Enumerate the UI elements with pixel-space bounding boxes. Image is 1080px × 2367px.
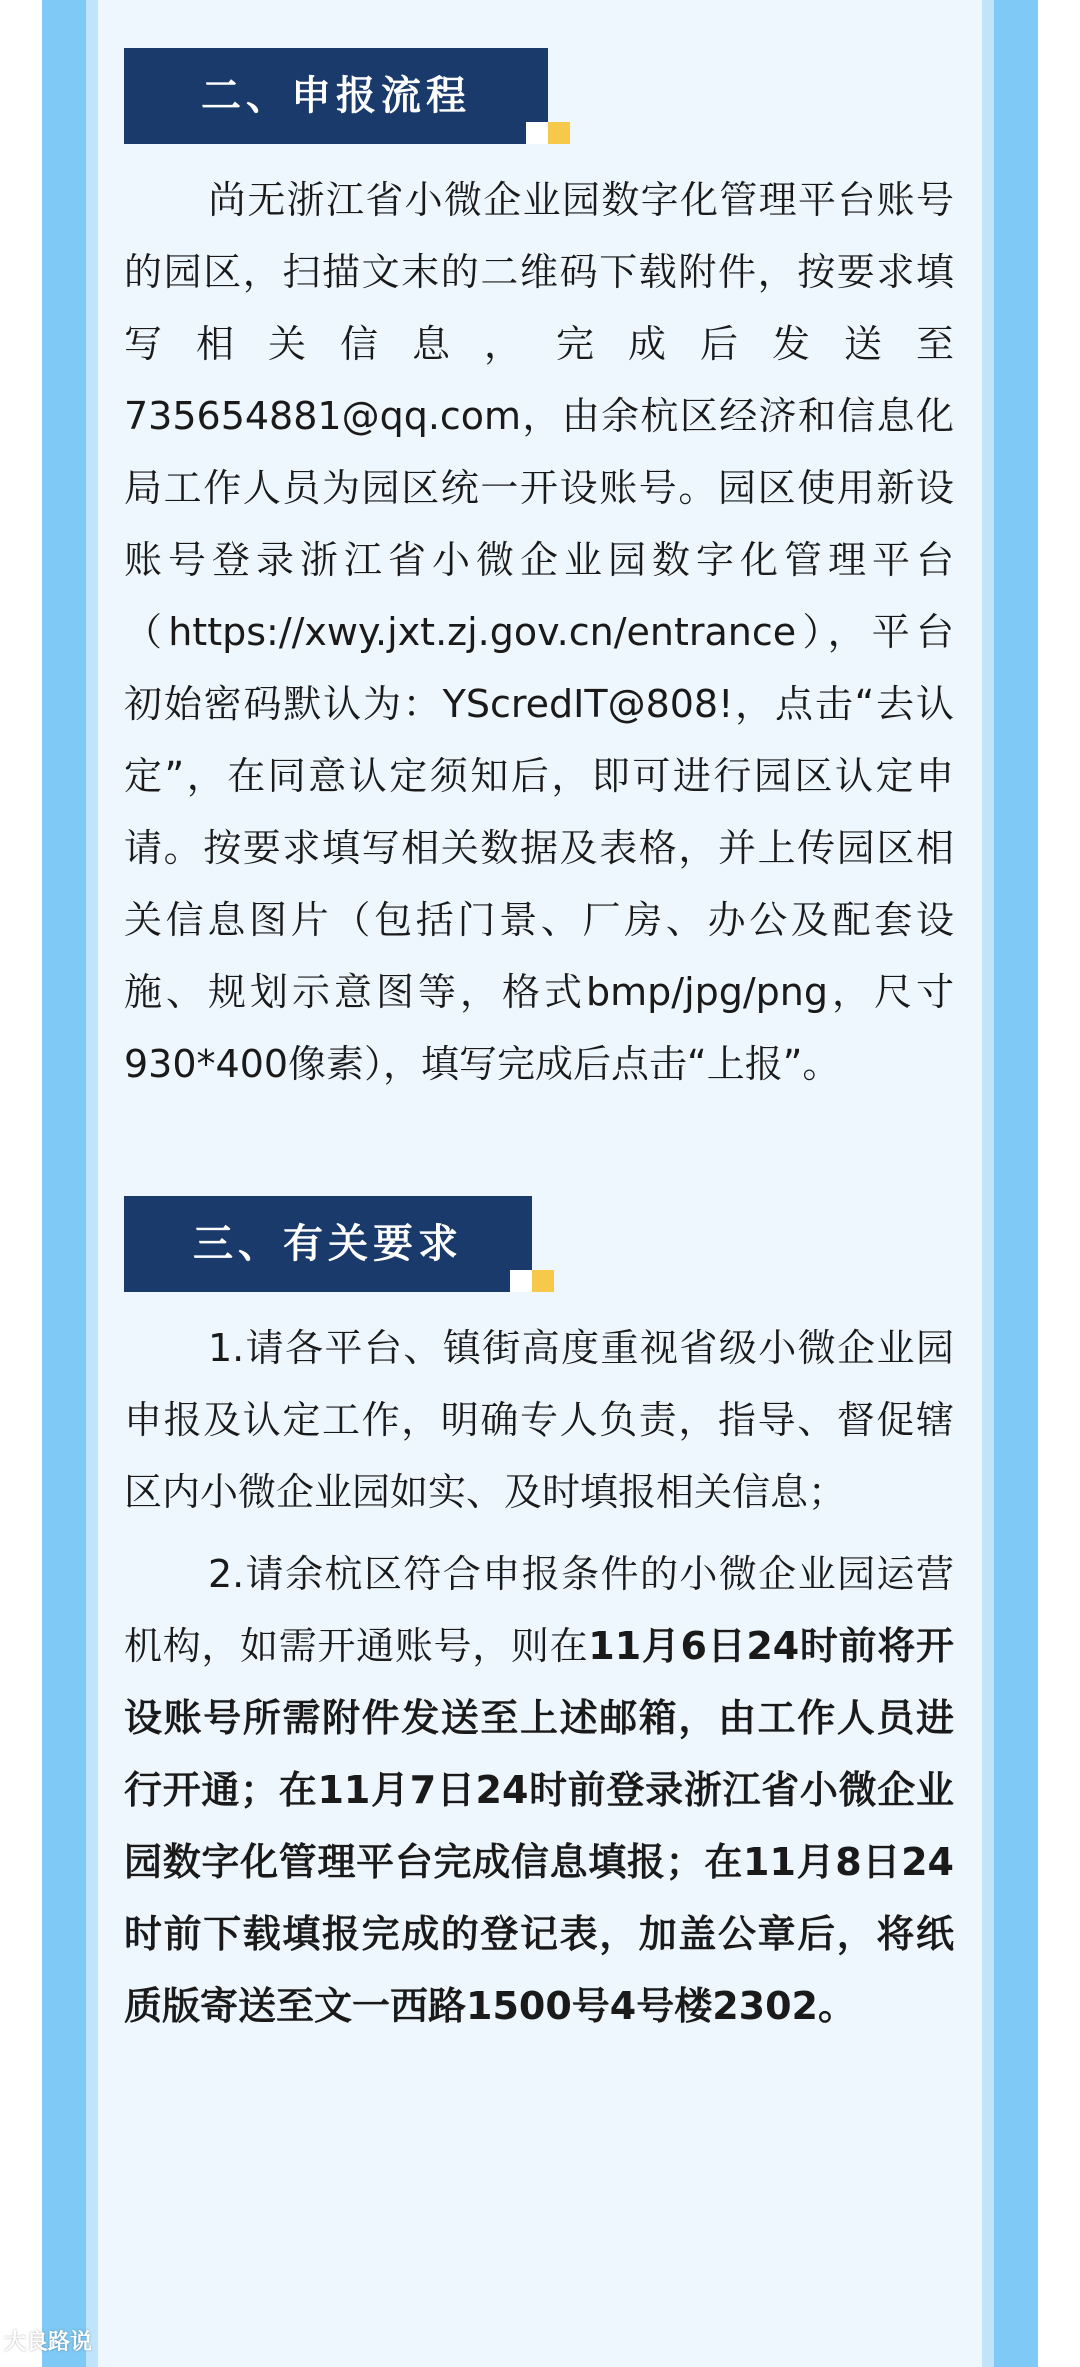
process-paragraph: 尚无浙江省小微企业园数字化管理平台账号的园区，扫描文末的二维码下载附件，按要求填写相关信息，完成后发送至735654881@qq.com，由余杭区经济和信息化局工作人员为园区统一开设账号。园区使用新设账号登录浙江省小微企业园数字化管理平台（https://xwy.jxt.zj.gov.cn/entrance），平台初始密码默认为：YScredIT@808!，点击“去认定”，在同意认定须知后，即可进行园区认定申请。按要求填写相关数据及表格，并上传园区相关信息图片（包括门景、厂房、办公及配套设施、规划示意图等，格式bmp/jpg/png，尺寸930*400像素），填写完成后点击“上报”。 bbox=[124, 178, 954, 1086]
decor-square-yellow bbox=[548, 122, 570, 144]
watermark: 大良路说 bbox=[4, 2330, 93, 2355]
decor-square-yellow bbox=[532, 1270, 554, 1292]
requirement-item-2 bbox=[124, 1538, 954, 2042]
requirement-item-2-deadlines: 11月6日24时前将开设账号所需附件发送至上述邮箱，由工作人员进行开通；在11月7日24时前登录浙江省小微企业园数字化管理平台完成信息填报；在11月8日24时前下载填报完成的登记表，加盖公章后，将纸质版寄送至文一西路1500号4号楼2302。 bbox=[124, 1624, 954, 2028]
requirement-item-2-text: 2.请余杭区符合申报条件的小微企业园运营机构，如需开通账号，则在 bbox=[124, 1552, 954, 1668]
decor-square-white bbox=[526, 122, 548, 144]
section-title-process: 二、申报流程 bbox=[124, 48, 548, 144]
article-content bbox=[124, 0, 954, 2042]
decor-square-white bbox=[510, 1270, 532, 1292]
section-header-process bbox=[124, 48, 954, 144]
requirement-item-1: 1.请各平台、镇街高度重视省级小微企业园申报及认定工作，明确专人负责，指导、督促辖区内小微企业园如实、及时填报相关信息； bbox=[124, 1326, 954, 1514]
section-header-requirements bbox=[124, 1196, 954, 1292]
section-title-requirements: 三、有关要求 bbox=[124, 1196, 532, 1292]
